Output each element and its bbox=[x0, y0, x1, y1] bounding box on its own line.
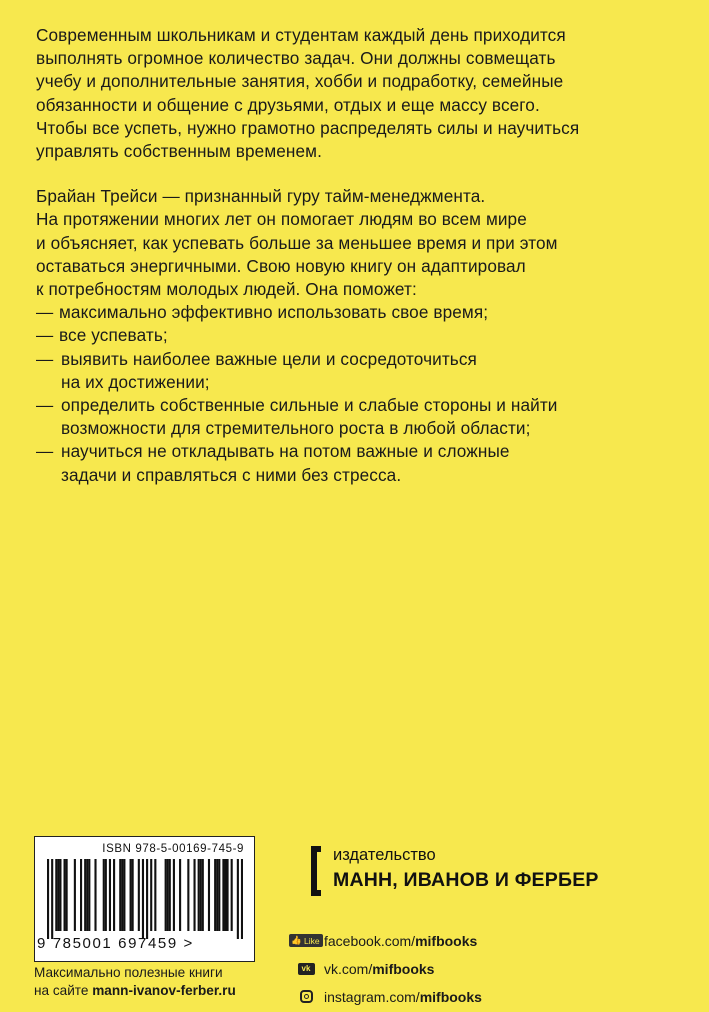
cover-text bbox=[36, 24, 676, 487]
publisher-bracket bbox=[311, 846, 321, 896]
social-prefix: facebook.com/ bbox=[324, 932, 416, 949]
website-note-prefix: на сайте bbox=[34, 982, 93, 998]
intro-line: выполнять огромное количество задач. Они должны совмещать bbox=[36, 48, 556, 69]
about-line: На протяжении многих лет он помогает людям во всем мире bbox=[36, 209, 527, 230]
barcode-digits: 9 785001 697459 > bbox=[37, 935, 194, 952]
barcode-bar bbox=[47, 859, 49, 939]
barcode-bar bbox=[132, 859, 134, 931]
barcode-bar bbox=[200, 859, 202, 931]
barcode-bar bbox=[187, 859, 189, 931]
barcode-bar bbox=[130, 859, 132, 931]
website-note-line: Максимально полезные книги bbox=[34, 965, 223, 980]
barcode-bar bbox=[222, 859, 224, 931]
list-item-text: все успевать; bbox=[59, 325, 168, 346]
barcode-bar bbox=[80, 859, 82, 931]
barcode-bar bbox=[121, 859, 123, 931]
barcode-bar bbox=[173, 859, 175, 931]
barcode-bar bbox=[193, 859, 195, 931]
barcode-bar bbox=[142, 859, 144, 939]
barcode-bar bbox=[165, 859, 167, 931]
benefit-list bbox=[36, 301, 676, 487]
social-handle: mifbooks bbox=[419, 988, 482, 1005]
list-item-text: определить собственные сильные и слабые стороны и найти bbox=[61, 395, 558, 416]
dash-bullet: — bbox=[36, 441, 54, 462]
list-item-text: возможности для стремительного роста в любой области; bbox=[61, 418, 531, 439]
intro-line: Чтобы все успеть, нужно грамотно распределять силы и научиться bbox=[36, 117, 580, 138]
intro-line: Современным школьникам и студентам каждый день приходится bbox=[36, 25, 566, 45]
list-item bbox=[36, 301, 676, 324]
barcode-bar bbox=[226, 859, 228, 931]
barcode-bar bbox=[94, 859, 96, 931]
barcode-bar bbox=[55, 859, 57, 931]
website-note bbox=[34, 964, 236, 999]
list-item-text: задачи и справляться с ними без стресса. bbox=[61, 464, 402, 485]
barcode-bar bbox=[167, 859, 169, 931]
instagram-icon bbox=[300, 990, 313, 1003]
social-handle: mifbooks bbox=[372, 960, 435, 977]
barcode-bar bbox=[218, 859, 220, 931]
barcode-bar bbox=[88, 859, 90, 931]
barcode-bar bbox=[103, 859, 105, 931]
social-row-instagram bbox=[288, 984, 688, 1009]
barcode-bar bbox=[113, 859, 115, 931]
barcode-bar bbox=[216, 859, 218, 931]
dash-bullet: — bbox=[36, 325, 54, 346]
social-prefix: vk.com/ bbox=[324, 960, 373, 977]
list-item-text: на их достижении; bbox=[61, 371, 210, 392]
barcode-bar bbox=[138, 859, 140, 931]
barcode-bar bbox=[123, 859, 125, 931]
barcode-bar bbox=[237, 859, 239, 939]
barcode-bar bbox=[169, 859, 171, 931]
barcode-bar bbox=[74, 859, 76, 931]
barcode-bar bbox=[231, 859, 233, 931]
barcode-bar bbox=[224, 859, 226, 931]
about-line: и объясняет, как успевать больше за меньшее время и при этом bbox=[36, 232, 558, 253]
intro-line: учебу и дополнительные занятия, хобби и подработку, семейные bbox=[36, 71, 564, 92]
about-line: Брайан Трейси — признанный гуру тайм-менеджмента. bbox=[36, 186, 486, 207]
barcode-bar bbox=[146, 859, 148, 939]
website-url: mann-ivanov-ferber.ru bbox=[92, 982, 236, 998]
dash-bullet: — bbox=[36, 348, 54, 369]
list-item-text: максимально эффективно использовать свое время; bbox=[59, 302, 489, 323]
barcode-bars bbox=[47, 859, 243, 939]
vk-icon: vk bbox=[298, 963, 315, 975]
intro-line: управлять собственным временем. bbox=[36, 141, 322, 162]
list-item bbox=[36, 440, 676, 486]
list-item bbox=[36, 324, 676, 347]
barcode-bar bbox=[105, 859, 107, 931]
social-links bbox=[288, 928, 688, 1012]
barcode-bar bbox=[179, 859, 181, 931]
barcode-bar bbox=[64, 859, 66, 931]
facebook-like-icon: 👍 Like bbox=[289, 934, 322, 947]
barcode-bar bbox=[241, 859, 243, 939]
barcode-bar bbox=[150, 859, 152, 931]
barcode-bar bbox=[202, 859, 204, 931]
barcode-bar bbox=[66, 859, 68, 931]
publisher-label: издательство bbox=[333, 846, 436, 864]
list-item bbox=[36, 394, 676, 440]
list-item-text: научиться не откладывать на потом важные и сложные bbox=[61, 441, 510, 462]
intro-line: обязанности и общение с друзьями, отдых и еще массу всего. bbox=[36, 94, 540, 115]
isbn-barcode bbox=[34, 836, 255, 962]
intro-paragraph bbox=[36, 24, 676, 163]
social-row-facebook bbox=[288, 928, 688, 953]
barcode-bar bbox=[86, 859, 88, 931]
barcode-bar bbox=[51, 859, 53, 939]
publisher-name: МАНН, ИВАНОВ И ФЕРБЕР bbox=[333, 869, 599, 891]
about-line: оставаться энергичными. Свою новую книгу он адаптировал bbox=[36, 255, 526, 276]
list-item bbox=[36, 348, 676, 394]
dash-bullet: — bbox=[36, 395, 54, 416]
barcode-bar bbox=[208, 859, 210, 931]
about-line: к потребностям молодых людей. Она поможет: bbox=[36, 279, 417, 300]
barcode-bar bbox=[109, 859, 111, 931]
social-row-vk bbox=[288, 956, 688, 981]
barcode-bar bbox=[59, 859, 61, 931]
social-prefix: instagram.com/ bbox=[324, 988, 420, 1005]
isbn-label: ISBN 978-5-00169-745-9 bbox=[102, 843, 244, 855]
list-item-text: выявить наиболее важные цели и сосредоточиться bbox=[61, 348, 477, 369]
barcode-bar bbox=[214, 859, 216, 931]
barcode-bar bbox=[198, 859, 200, 931]
barcode-bar bbox=[57, 859, 59, 931]
barcode-bar bbox=[84, 859, 86, 931]
social-handle: mifbooks bbox=[415, 932, 478, 949]
dash-bullet: — bbox=[36, 302, 54, 323]
barcode-bar bbox=[119, 859, 121, 931]
about-paragraph bbox=[36, 185, 676, 301]
barcode-bar bbox=[154, 859, 156, 931]
